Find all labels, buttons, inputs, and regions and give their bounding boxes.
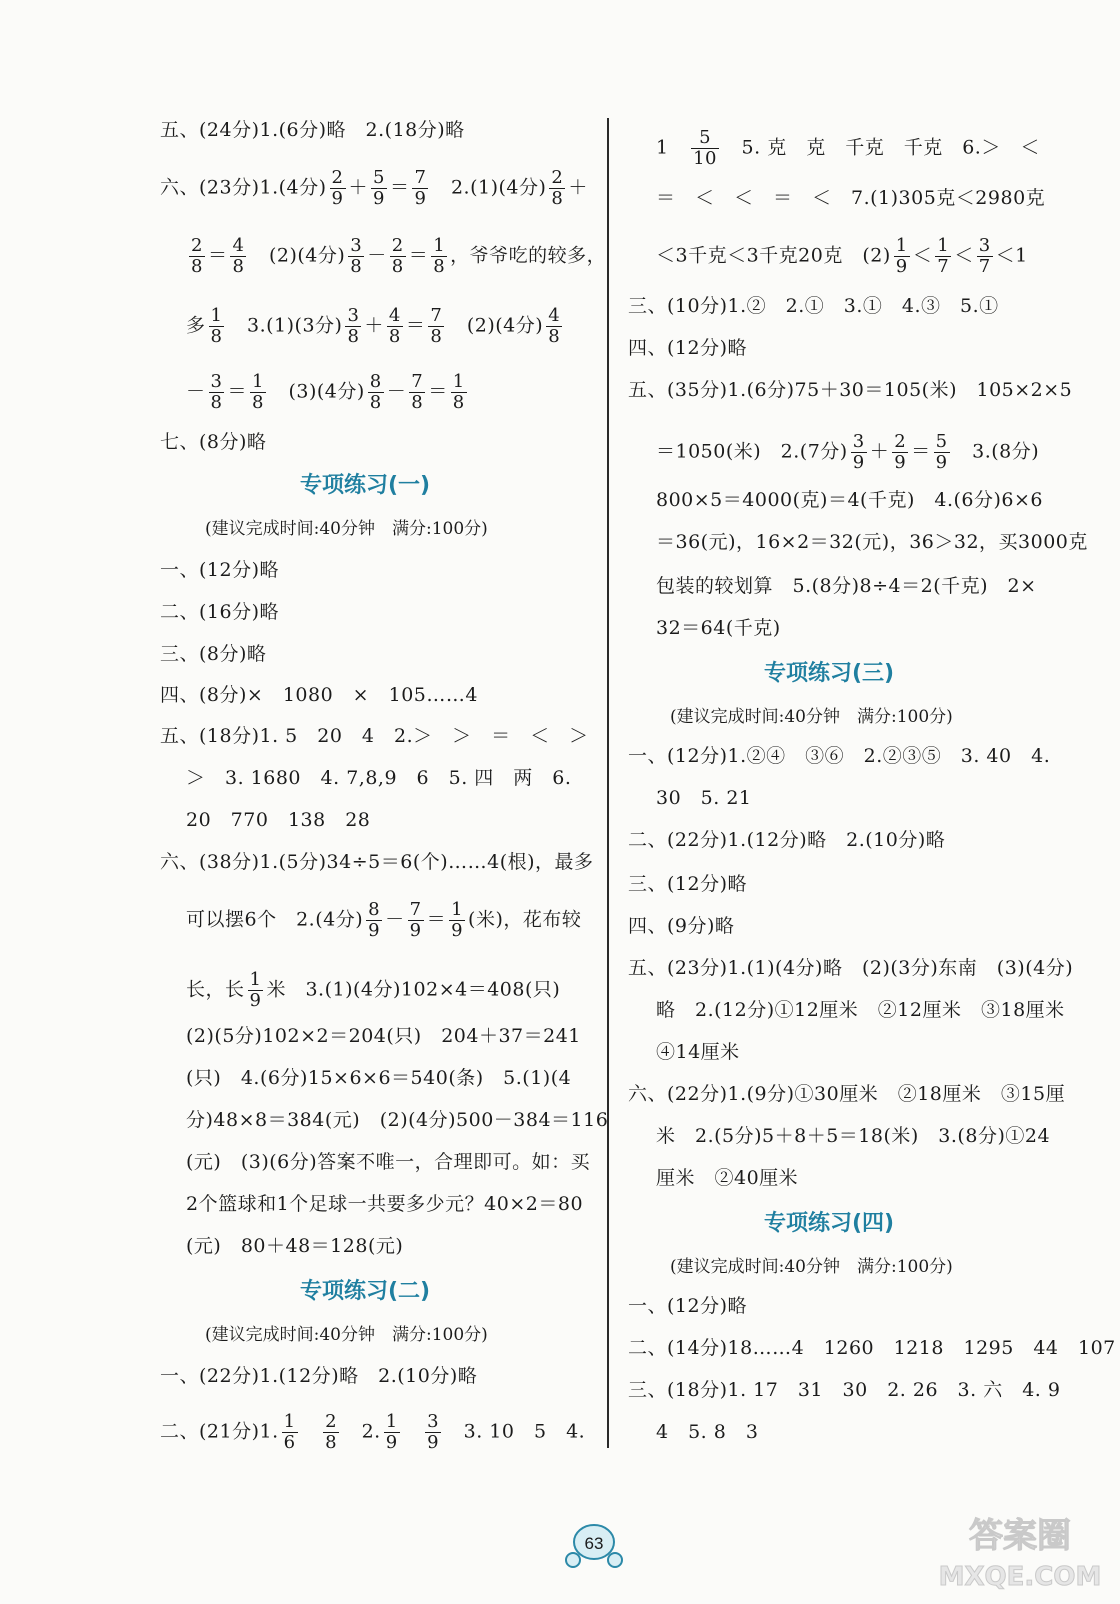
fraction: $\frac{2}{8}$ bbox=[551, 167, 564, 209]
answer-line: (元) 80＋48＝128(元) bbox=[186, 1235, 404, 1257]
fraction: $\frac{5}{10}$ bbox=[693, 127, 718, 169]
fraction: $\frac{3}{9}$ bbox=[427, 1411, 440, 1453]
fraction: $\frac{2}{9}$ bbox=[894, 431, 907, 473]
answer-line: (元) (3)(6分)答案不唯一，合理即可。如：买 bbox=[186, 1151, 591, 1173]
column-divider bbox=[607, 118, 609, 1448]
answer-line: 三、(12分)略 bbox=[628, 873, 748, 895]
fraction: $\frac{1}{7}$ bbox=[937, 235, 950, 277]
fraction: $\frac{3}{8}$ bbox=[350, 235, 363, 277]
answer-line: 一、(22分)1.(12分)略 2.(10分)略 bbox=[160, 1365, 478, 1387]
answer-line: 长，长 $\frac{1}{9}$ 米 3.(1)(4分)102×4＝408(只) bbox=[186, 969, 561, 1011]
section-title: 专项练习(三) bbox=[764, 661, 895, 686]
fraction: $\frac{1}{9}$ bbox=[385, 1411, 398, 1453]
answer-line: 二、(21分)1. $\frac{1}{6}$ $\frac{2}{8}$ 2. $\frac{1}{9}$ $\frac{3}{9}$ 3. 10 5 4. bbox=[160, 1411, 586, 1453]
fraction: $\frac{1}{9}$ bbox=[249, 969, 262, 1011]
section-note: (建议完成时间:40分钟 满分:100分) bbox=[205, 519, 488, 539]
fraction: $\frac{7}{8}$ bbox=[411, 371, 424, 413]
fraction: $\frac{1}{8}$ bbox=[210, 305, 223, 347]
answer-line: 三、(18分)1. 17 31 30 2. 26 3. 六 4. 9 bbox=[628, 1379, 1061, 1401]
fraction: $\frac{5}{9}$ bbox=[935, 431, 948, 473]
answer-line: － $\frac{3}{8}$ ＝ $\frac{1}{8}$ (3)(4分) $\frac{8}{8}$ － $\frac{7}{8}$ ＝ $\frac{1}{8}$ bbox=[186, 371, 465, 413]
fraction: $\frac{1}{9}$ bbox=[451, 899, 464, 941]
page-number-badge bbox=[562, 1520, 626, 1568]
answer-line: ＝1050(米) 2.(7分) $\frac{3}{9}$ ＋ $\frac{2}{9}$ ＝ $\frac{5}{9}$ 3.(8分) bbox=[656, 431, 1040, 473]
watermark bbox=[920, 1505, 1120, 1600]
fraction: $\frac{1}{9}$ bbox=[895, 235, 908, 277]
answer-line: 六、(38分)1.(5分)34÷5＝6(个)……4(根)，最多 bbox=[160, 851, 594, 873]
answer-line: 一、(12分)略 bbox=[160, 559, 280, 581]
answer-line: 一、(12分)1.②④ ③⑥ 2.②③⑤ 3. 40 4. bbox=[628, 745, 1051, 767]
answer-line: 三、(8分)略 bbox=[160, 643, 267, 665]
answer-line: ＝ ＜ ＜ ＝ ＜ 7.(1)305克＜2980克 bbox=[656, 187, 1046, 209]
answer-line: 分)48×8＝384(元) (2)(4分)500－384＝116 bbox=[186, 1109, 609, 1131]
answer-line: 六、(22分)1.(9分)①30厘米 ②18厘米 ③15厘 bbox=[628, 1083, 1066, 1105]
answer-line: 30 5. 21 bbox=[656, 787, 752, 809]
fraction: $\frac{4}{8}$ bbox=[388, 305, 401, 347]
answer-line: $\frac{2}{8}$ ＝ $\frac{4}{8}$ (2)(4分) $\frac{3}{8}$ － $\frac{2}{8}$ ＝ $\frac{1}{8}$ ，爷爷吃的较多， bbox=[191, 235, 607, 277]
answer-line: 米 2.(5分)5＋8＋5＝18(米) 3.(8分)①24 bbox=[656, 1125, 1051, 1147]
answer-line: 四、(8分)× 1080 × 105……4 bbox=[160, 684, 478, 706]
fraction: $\frac{2}{9}$ bbox=[331, 167, 344, 209]
answer-line: 六、(23分)1.(4分) $\frac{2}{9}$ ＋ $\frac{5}{9}$ ＝ $\frac{7}{9}$ 2.(1)(4分) $\frac{2}{8}$ ＋ bbox=[160, 167, 588, 209]
fraction: $\frac{3}{7}$ bbox=[978, 235, 991, 277]
answer-line: 二、(16分)略 bbox=[160, 601, 280, 623]
answer-line: 七、(8分)略 bbox=[160, 431, 267, 453]
fraction: $\frac{5}{9}$ bbox=[373, 167, 385, 209]
fraction: $\frac{1}{6}$ bbox=[283, 1411, 296, 1453]
fraction: $\frac{2}{8}$ bbox=[325, 1411, 338, 1453]
section-note: (建议完成时间:40分钟 满分:100分) bbox=[670, 1257, 953, 1277]
section-note: (建议完成时间:40分钟 满分:100分) bbox=[205, 1325, 488, 1345]
answer-line: 五、(23分)1.(1)(4分)略 (2)(3分)东南 (3)(4分) bbox=[628, 957, 1074, 979]
answer-line: (2)(5分)102×2＝204(只) 204＋37＝241 bbox=[186, 1025, 581, 1047]
answer-line: 五、(24分)1.(6分)略 2.(18分)略 bbox=[160, 119, 465, 141]
answer-line: (只) 4.(6分)15×6×6＝540(条) 5.(1)(4 bbox=[186, 1067, 572, 1089]
answer-line: 多 $\frac{1}{8}$ 3.(1)(3分) $\frac{3}{8}$ ＋ $\frac{4}{8}$ ＝ $\frac{7}{8}$ (2)(4分) $\frac{4}{8}$ bbox=[186, 305, 561, 347]
answer-line: ＜3千克＜3千克20克 (2) $\frac{1}{9}$ ＜ $\frac{1}{7}$ ＜ $\frac{3}{7}$ ＜1 bbox=[656, 235, 1028, 277]
fraction: $\frac{1}{8}$ bbox=[433, 235, 446, 277]
section-title: 专项练习(二) bbox=[300, 1279, 431, 1304]
answer-line: 四、(9分)略 bbox=[628, 915, 735, 937]
answer-line: 略 2.(12分)①12厘米 ②12厘米 ③18厘米 bbox=[656, 999, 1065, 1021]
answer-line: 包装的较划算 5.(8分)8÷4＝2(千克) 2× bbox=[656, 575, 1037, 597]
svg-text:答案圈: 答案圈 bbox=[969, 1516, 1071, 1556]
section-title: 专项练习(一) bbox=[300, 473, 431, 498]
answer-line: 五、(35分)1.(6分)75＋30＝105(米) 105×2×5 bbox=[628, 379, 1073, 401]
answer-line: 三、(10分)1.② 2.① 3.① 4.③ 5.① bbox=[628, 295, 999, 317]
answer-line: 800×5＝4000(克)＝4(千克) 4.(6分)6×6 bbox=[656, 489, 1044, 511]
fraction: $\frac{7}{8}$ bbox=[430, 305, 443, 347]
answer-line: 厘米 ②40厘米 bbox=[656, 1167, 799, 1189]
fraction: $\frac{4}{8}$ bbox=[548, 305, 561, 347]
answer-line: 五、(18分)1. 5 20 4 2.＞ ＞ ＝ ＜ ＞ bbox=[160, 725, 589, 747]
fraction: $\frac{8}{8}$ bbox=[369, 371, 382, 413]
answer-line: 二、(22分)1.(12分)略 2.(10分)略 bbox=[628, 829, 946, 851]
page-number: 63 bbox=[584, 1534, 604, 1553]
fraction: $\frac{2}{8}$ bbox=[391, 235, 404, 277]
answer-line: ＝36(元)，16×2＝32(元)，36＞32，买3000克 bbox=[656, 531, 1088, 553]
answer-line: ④14厘米 bbox=[656, 1041, 740, 1063]
fraction: $\frac{1}{8}$ bbox=[251, 371, 264, 413]
answer-line: 4 5. 8 3 bbox=[656, 1421, 759, 1443]
fraction: $\frac{3}{8}$ bbox=[210, 371, 223, 413]
fraction: $\frac{3}{8}$ bbox=[347, 305, 360, 347]
section-title: 专项练习(四) bbox=[764, 1211, 895, 1236]
answer-line: 32＝64(千克) bbox=[656, 617, 781, 639]
answer-line: 一、(12分)略 bbox=[628, 1295, 748, 1317]
fraction: $\frac{7}{9}$ bbox=[409, 899, 422, 941]
answer-line: 四、(12分)略 bbox=[628, 337, 748, 359]
fraction: $\frac{4}{8}$ bbox=[232, 235, 245, 277]
answer-line: ＞ 3. 1680 4. 7,8,9 6 5. 四 两 6. bbox=[186, 767, 572, 789]
answer-line: 1 $\frac{5}{10}$ 5. 克 克 千克 千克 6.＞ ＜ bbox=[656, 127, 1040, 169]
fraction: $\frac{1}{8}$ bbox=[452, 371, 465, 413]
answer-line: 2个篮球和1个足球一共要多少元？40×2＝80 bbox=[186, 1193, 584, 1215]
fraction: $\frac{8}{9}$ bbox=[368, 899, 381, 941]
fraction: $\frac{7}{9}$ bbox=[414, 167, 427, 209]
fraction: $\frac{3}{9}$ bbox=[852, 431, 865, 473]
answer-line: 20 770 138 28 bbox=[186, 809, 371, 831]
answer-line: 可以摆6个 2.(4分) $\frac{8}{9}$ － $\frac{7}{9}$ ＝ $\frac{1}{9}$ (米)，花布较 bbox=[186, 899, 582, 941]
fraction: $\frac{2}{8}$ bbox=[191, 235, 203, 277]
section-note: (建议完成时间:40分钟 满分:100分) bbox=[670, 707, 953, 727]
answer-line: 二、(14分)18……4 1260 1218 1295 44 107 bbox=[628, 1337, 1116, 1359]
watermark-text: MXQE.COM bbox=[938, 1562, 1102, 1592]
